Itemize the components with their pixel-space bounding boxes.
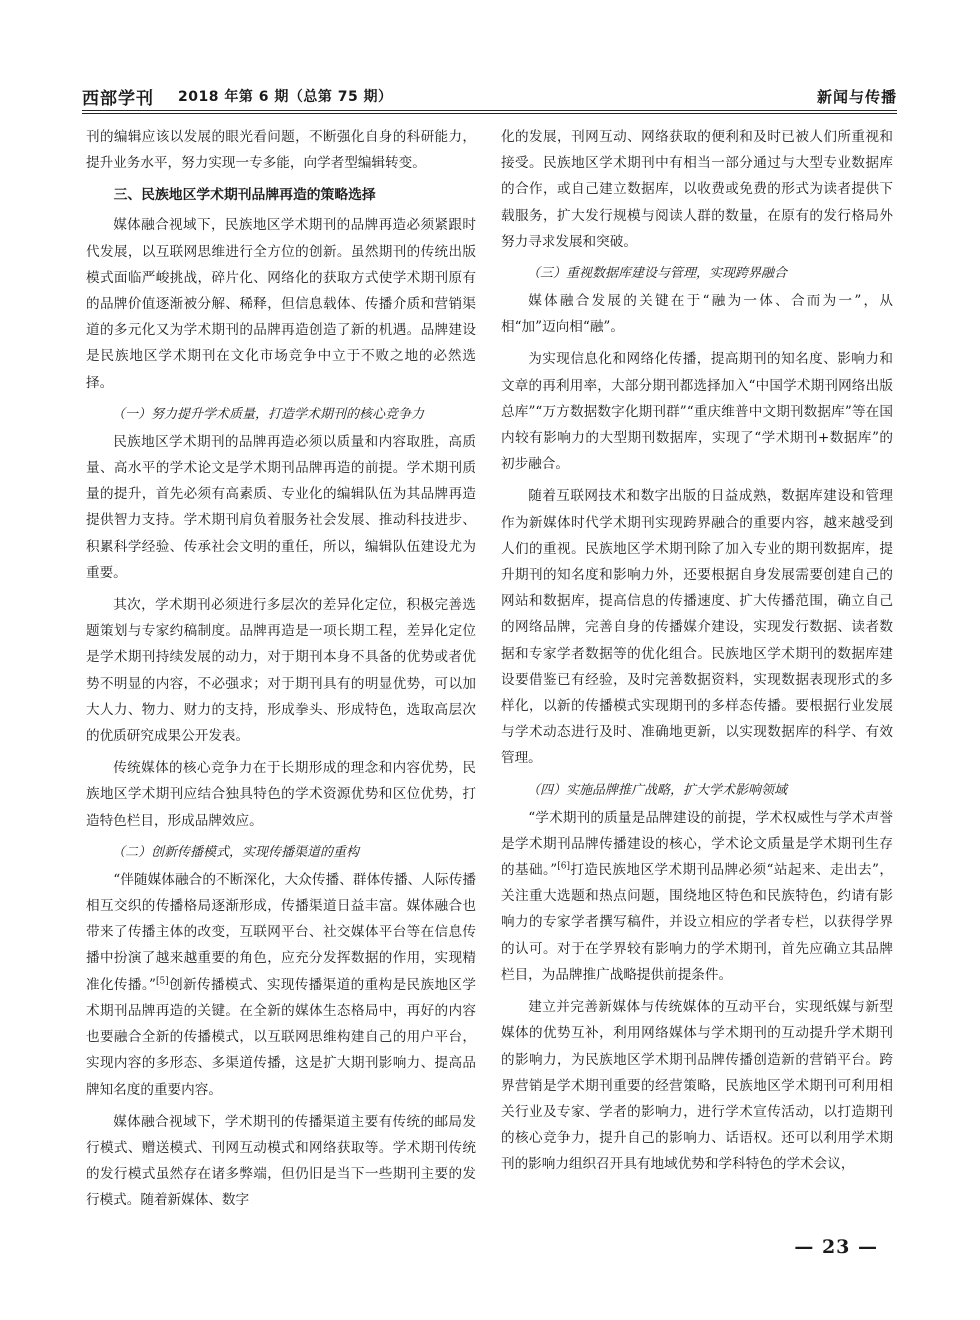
paragraph-text: 创新传播模式、实现传播渠道的重构是民族地区学术期刊品牌再造的关键。在全新的媒体生态格局中，再好的内容也要融合全新的传播模式，以互联网思维构建自己的用户平台，实现内容的多形态、多渠道传播，这是扩大期刊影响力、提高品牌知名度的重要内容。 <box>86 976 476 1098</box>
header-rule-bottom <box>82 113 897 114</box>
subsection-heading: （三）重视数据库建设与管理，实现跨界融合 <box>527 266 788 282</box>
paragraph: 媒体融合视域下，学术期刊的传播渠道主要有传统的邮局发行模式、赠送模式、刊网互动模式和网络获取等。学术期刊传统的发行模式虽然存在诸多弊端，但仍旧是当下一些期刊主要的发行模式。随着新媒体、数字 <box>86 1113 476 1209</box>
paragraph: 其次，学术期刊必须进行多层次的差异化定位，积极完善选题策划与专家约稿制度。品牌再造是一项长期工程，差异化定位是学术期刊持续发展的动力，对于期刊本身不具备的优势或者优势不明显的内容，不必强求；对于期刊具有的明显优势，可以加大人力、物力、财力的支持，形成拳头、形成特色，选取高层次的优质研究成果公开发表。 <box>86 597 476 745</box>
quote-text: “伴随媒体融合的不断深化，大众传播、群体传播、人际传播相互交织的传播格局逐渐形成，传播渠道日益丰富。媒体融合也带来了传播主体的改变，互联网平台、社交媒体平台等在信息传播中扮演了越来越重要的角色，应充分发挥数据的作用，实现精准化传播。” <box>86 871 476 993</box>
header-rule-top <box>82 110 897 111</box>
section-heading: 三、民族地区学术期刊品牌再造的策略选择 <box>113 187 376 204</box>
subsection-heading: （四）实施品牌推广战略，扩大学术影响领域 <box>527 782 788 798</box>
journal-name: 西部学刊 <box>82 89 154 109</box>
subsection-heading: （二）创新传播模式，实现传播渠道的重构 <box>112 844 360 860</box>
section-name: 新闻与传播 <box>816 88 897 106</box>
citation-marker: [6] <box>557 861 570 872</box>
paragraph: 民族地区学术期刊的品牌再造必须以质量和内容取胜，高质量、高水平的学术论文是学术期刊品牌再造的前提。学术期刊质量的提升，首先必须有高素质、专业化的编辑队伍为其品牌再造提供智力支持。学术期刊肩负着服务社会发展、推动科技进步、积累科学经验、传承社会文明的重任，所以，编辑队伍建设尤为重要。 <box>86 433 476 581</box>
page-number: — 23 — <box>794 1236 878 1258</box>
issue-info: 2018 年第 6 期（总第 75 期） <box>178 89 393 105</box>
paragraph-text: 打造民族地区学术期刊品牌必须“站起来、走出去”，关注重大选题和热点问题，围绕地区特色和民族特色，约请有影响力的专家学者撰写稿件，并设立相应的学者专栏，以获得学界的认可。对于在学界较有影响力的学术期刊，首先应确立其品牌栏目，为品牌推广战略提供前提条件。 <box>501 862 893 983</box>
paragraph: 传统媒体的核心竞争力在于长期形成的理念和内容优势，民族地区学术期刊应结合独具特色的学术资源优势和区位优势，打造特色栏目，形成品牌效应。 <box>86 760 476 829</box>
running-header <box>82 80 897 110</box>
paragraph <box>86 867 476 1103</box>
paragraph: 化的发展，刊网互动、网络获取的便利和及时已被人们所重视和接受。民族地区学术期刊中有相当一部分通过与大型专业数据库的合作，或自己建立数据库，以收费或免费的形式为读者提供下载服务，扩大发行规模与阅读人群的数量，在原有的发行格局外努力寻求发展和突破。 <box>501 129 893 250</box>
citation-marker: [5] <box>155 976 169 987</box>
paragraph: 建立并完善新媒体与传统媒体的互动平台，实现纸媒与新型媒体的优势互补，利用网络媒体与学术期刊的互动提升学术期刊的影响力，为民族地区学术期刊品牌传播创造新的营销平台。跨界营销是学术期刊重要的经营策略，民族地区学术期刊可利用相关行业及专家、学者的影响力，进行学术宣传活动，以打造期刊的核心竞争力，提升自己的影响力、话语权。还可以利用学术期刊的影响力组织召开具有地域优势和学科特色的学术会议， <box>501 999 893 1173</box>
paragraph: 刊的编辑应该以发展的眼光看问题，不断强化自身的科研能力，提升业务水平，努力实现一专多能，向学者型编辑转变。 <box>86 129 476 172</box>
paragraph: 为实现信息化和网络化传播，提高期刊的知名度、影响力和文章的再利用率，大部分期刊都选择加入“中国学术期刊网络出版总库”“万方数据数字化期刊群”“重庆维普中文期刊数据库”等在国内较有影响力的大型期刊数据库，实现了“学术期刊+数据库”的初步融合。 <box>501 351 893 473</box>
paragraph: 媒体融合视域下，民族地区学术期刊的品牌再造必须紧跟时代发展，以互联网思维进行全方位的创新。虽然期刊的传统出版模式面临严峻挑战，碎片化、网络化的获取方式使学术期刊原有的品牌价值逐渐被分解、稀释，但信息载体、传播介质和营销渠道的多元化又为学术期刊的品牌再造创造了新的机遇。品牌建设是民族地区学术期刊在文化市场竞争中立于不败之地的必然选择。 <box>86 217 476 391</box>
left-column <box>86 124 476 1220</box>
quote-text: “学术期刊的质量是品牌建设的前提，学术权威性与学术声誉是学术期刊品牌传播建设的核心，学术论文质量是学术期刊生存的基础。” <box>501 809 893 879</box>
paragraph: 媒体融合发展的关键在于“融为一体、合而为一”，从相“加”迈向相“融”。 <box>501 293 893 336</box>
paragraph: 随着互联网技术和数字出版的日益成熟，数据库建设和管理作为新媒体时代学术期刊实现跨界融合的重要内容，越来越受到人们的重视。民族地区学术期刊除了加入专业的期刊数据库，提升期刊的知名度和影响力外，还要根据自身发展需要创建自己的网站和数据库，提高信息的传播速度、扩大传播范围，确立自己的网络品牌，完善自身的传播媒介建设，实现发行数据、读者数据和专家学者数据等的优化组合。民族地区学术期刊的数据库建设要借鉴已有经验，及时完善数据资料，实现数据表现形式的多样化，以新的传播模式实现期刊的多样态传播。要根据行业发展与学术动态进行及时、准确地更新，以实现数据库的科学、有效管理。 <box>501 488 893 767</box>
subsection-heading: （一）努力提升学术质量，打造学术期刊的核心竞争力 <box>112 406 425 422</box>
right-column <box>501 124 893 1184</box>
paragraph <box>501 805 893 988</box>
